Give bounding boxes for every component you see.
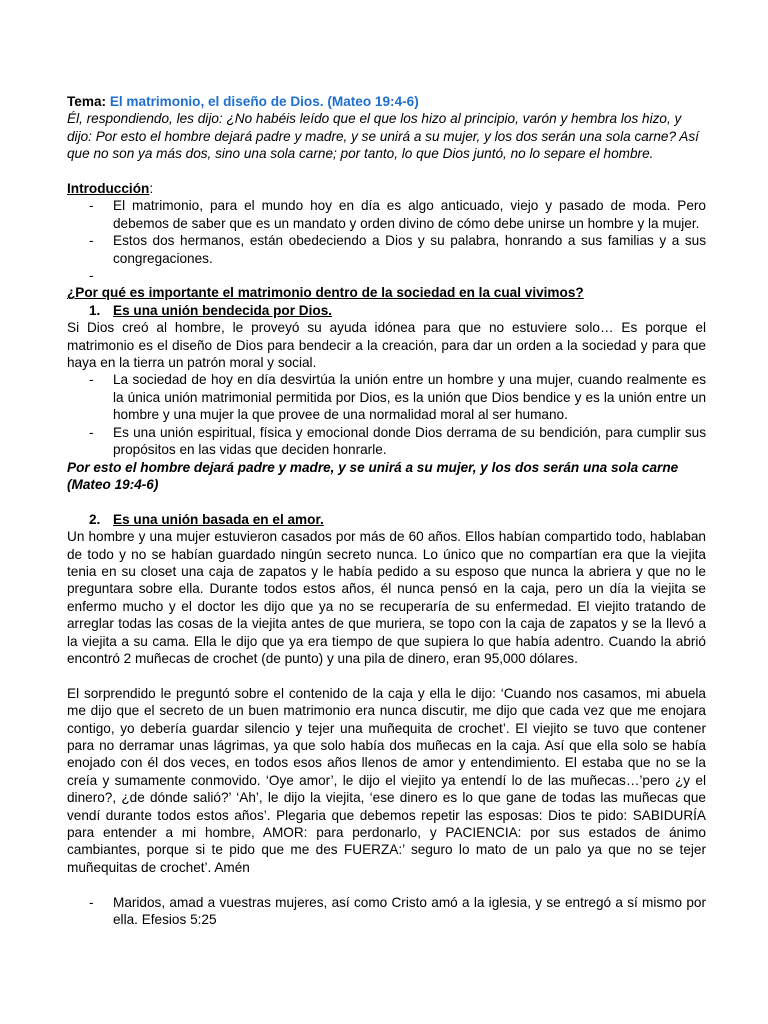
list-item: - Maridos, amad a vuestras mujeres, así como Cristo amó a la iglesia, y se entregó a sí mismo por ella. Efesios 5:25 (89, 894, 706, 928)
point-2-heading: 2. Es una unión basada en el amor. (89, 511, 324, 527)
point-2-paragraph-1: Un hombre y una mujer estuvieron casados por más de 60 años. Ellos habían compartido todo, hablaban de todo y no se habían guardado ningún secreto nunca. Lo único que no compartían era que la viejita tenia en su closet una caja de zapatos y le había pedido a su esposo que nunca la abriera y que no le preguntara sobre ella. Durante todos estos años, él nunca pensó en la caja, pero un día la viejita se enfermo mucho y el doctor les dijo que ya no se recuperaría de su enfermedad. El viejito tratando de arreglar todas las cosas de la viejita antes de que muriera, se topo con la caja de zapatos y se la llevó a la viejita a su cama. Ella le dijo que ya era tiempo de que supiera lo que había adentro. Cuando la abrió encontró 2 muñecas de crochet (de punto) y una pila de dinero, eran 95,000 dólares. (67, 529, 706, 666)
list-item: - La sociedad de hoy en día desvirtúa la unión entre un hombre y una mujer, cuando realmente es la única unión matrimonial permitida por Dios, es la unión que Dios bendice y es la unión entre un hombre y una mujer la que provee de una normalidad moral al ser humano. (89, 372, 706, 423)
tema-verse: Él, respondiendo, les dijo: ¿No habéis leído que el que los hizo al principio, varón y hembra los hizo, y dijo: Por esto el hombre dejará padre y madre, y se unirá a su mujer, y los dos serán una sola carne? Así que no son ya más dos, sino una sola carne; por tanto, lo que Dios juntó, no lo separe el hombre. (67, 111, 699, 162)
tema-label: Tema: (67, 94, 107, 109)
tema-line (67, 93, 706, 110)
point-1-text: Si Dios creó al hombre, le proveyó su ayuda idónea para que no estuviere solo… Es porque el matrimonio es el diseño de Dios para bendecir a la creación, para dar un orden a la sociedad y para que haya en la tierra un patrón moral y social. (67, 320, 706, 371)
point-1-quote: Por esto el hombre dejará padre y madre, y se unirá a su mujer, y los dos serán una sola carne (Mateo 19:4-6) (67, 459, 679, 492)
intro-heading: Introducción: (67, 181, 154, 197)
list-item: - (89, 268, 94, 284)
question-heading: ¿Por qué es importante el matrimonio dentro de la sociedad en la cual vivimos? (67, 285, 584, 301)
point-1-heading: 1. Es una unión bendecida por Dios. (89, 302, 333, 318)
point-1-list (67, 371, 706, 458)
list-item: - Es una unión espiritual, física y emocional donde Dios derrama de su bendición, para cumplir sus propósitos en las vidas que deciden honrarle. (89, 424, 706, 458)
intro-list (67, 197, 706, 284)
intro-label: Introducción (67, 181, 150, 197)
point-2-paragraph-2: El sorprendido le preguntó sobre el contenido de la caja y ella le dijo: ‘Cuando nos casamos, mi abuela me dijo que el secreto de un buen matrimonio era nunca discutir, me dijo que cada vez que me enojara contigo, yo debería guardar silencio y tejer una muñequita de crochet’. El viejito se tuvo que contener para no derramar unas lágrimas, ya que solo había dos muñecas en la caja. Así que ella solo se había enojado con él dos veces, en todos esos años llenos de amor y entendimiento. El estaba que no se la creía y sumamente conmovido. ‘Oye amor’, le dijo el viejito ya entendí lo de las muñecas…’pero ¿y el dinero?, ¿de dónde salió?’ ‘Ah’, le dijo la viejita, ‘ese dinero es lo que gane de todas las muñecas que vendí durante todos estos años’. Plegaria que debemos repetir las esposas: Dios te pido: SABIDURÍA para entender a mi hombre, AMOR: para perdonarlo, y PACIENCIA: por sus estados de ánimo cambiantes, porque si te pido que me des FUERZA:’ seguro lo mato de un palo ya que no se tejer muñequitas de crochet’. Amén (67, 685, 706, 875)
list-item: - Estos dos hermanos, están obedeciendo a Dios y su palabra, honrando a sus familias y a sus congregaciones. (89, 233, 706, 266)
tema-title: El matrimonio, el diseño de Dios. (Mateo 19:4-6) (109, 94, 419, 109)
point-2-list (67, 894, 706, 929)
list-item: - El matrimonio, para el mundo hoy en día es algo anticuado, viejo y pasado de moda. Pero debemos de saber que es un mandato y orden divino de cómo debe unirse un hombre y la mujer. (89, 198, 706, 231)
